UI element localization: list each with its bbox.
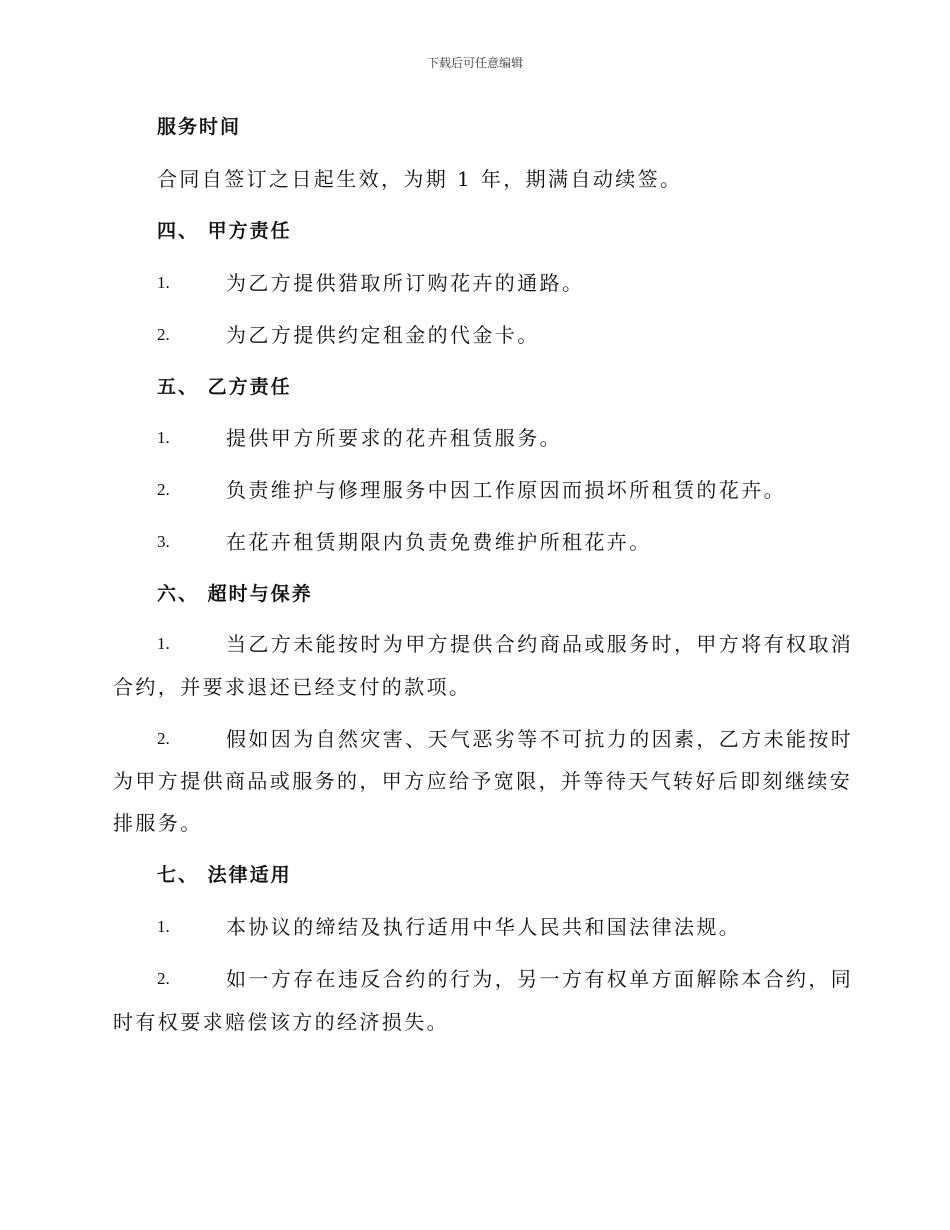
item-number: 2. bbox=[157, 480, 170, 499]
service-time-heading: 服务时间 bbox=[157, 116, 242, 138]
item-number: 3. bbox=[157, 532, 170, 551]
section-4-heading: 四、 甲方责任 bbox=[157, 220, 292, 242]
item-number: 2. bbox=[157, 325, 170, 344]
item-text: 假如因为自然灾害、天气恶劣等不可抗力的因素，乙方未能按时 bbox=[226, 727, 854, 751]
item-number: 1. bbox=[157, 428, 170, 447]
section-6-heading: 六、 超时与保养 bbox=[157, 583, 313, 605]
section-7-heading: 七、 法律适用 bbox=[157, 864, 292, 886]
item-text: 负责维护与修理服务中因工作原因而损坏所租赁的花卉。 bbox=[226, 478, 786, 502]
item-number: 1. bbox=[157, 634, 170, 653]
item-text: 为乙方提供约定租金的代金卡。 bbox=[226, 323, 540, 347]
item-text: 当乙方未能按时为甲方提供合约商品或服务时，甲方将有权取消 bbox=[226, 632, 854, 656]
item-number: 2. bbox=[157, 729, 170, 748]
section-7-item-2-line-2: 时有权要求赔偿该方的经济损失。 bbox=[113, 1010, 449, 1034]
section-5-heading: 五、 乙方责任 bbox=[157, 376, 292, 398]
item-number: 1. bbox=[157, 917, 170, 936]
item-number: 2. bbox=[157, 969, 170, 988]
header-note: 下载后可任意编辑 bbox=[426, 56, 523, 70]
item-number: 1. bbox=[157, 273, 170, 292]
service-time-text: 合同自签订之日起生效，为期 1 年，期满自动续签。 bbox=[157, 167, 683, 191]
item-text: 如一方存在违反合约的行为，另一方有权单方面解除本合约，同 bbox=[226, 967, 854, 991]
item-text: 本协议的缔结及执行适用中华人民共和国法律法规。 bbox=[226, 915, 742, 939]
section-6-item-1-line-2: 合约，并要求退还已经支付的款项。 bbox=[113, 675, 472, 699]
item-text: 提供甲方所要求的花卉租赁服务。 bbox=[226, 426, 562, 450]
section-6-item-2-line-2: 为甲方提供商品或服务的，甲方应给予宽限，并等待天气转好后即刻继续安 bbox=[113, 769, 853, 793]
section-6-item-2-line-3: 排服务。 bbox=[113, 811, 203, 835]
item-text: 为乙方提供猎取所订购花卉的通路。 bbox=[226, 271, 585, 295]
item-text: 在花卉租赁期限内负责免费维护所租花卉。 bbox=[226, 530, 652, 554]
